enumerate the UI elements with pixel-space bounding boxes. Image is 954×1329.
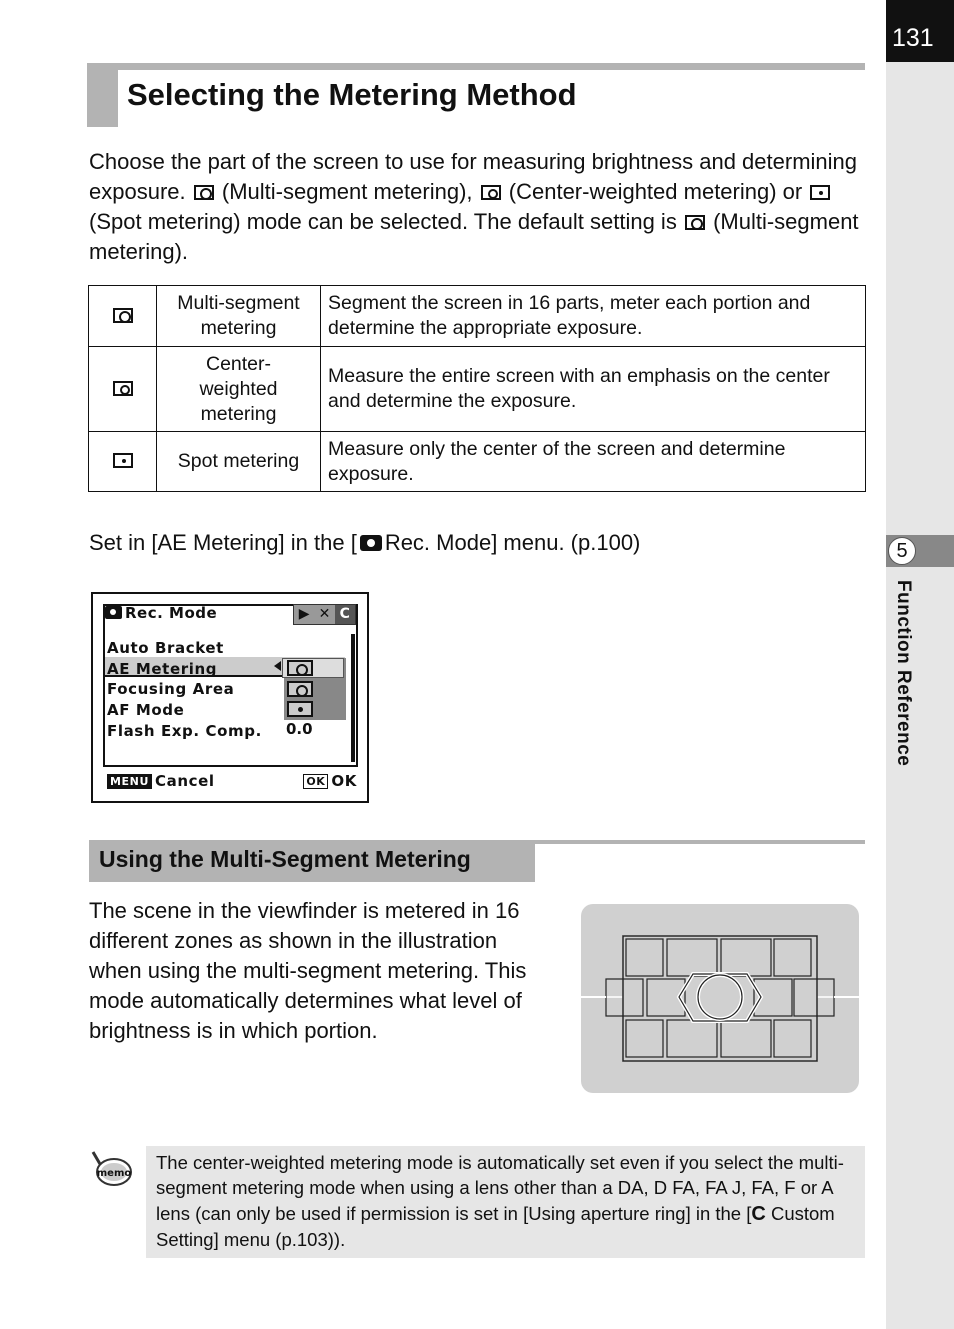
menu-tab[interactable] [105,604,217,622]
memo-text-2: Custom Setting] menu (p.103)). [156,1202,835,1250]
menu-item-af-mode[interactable]: AF Mode [107,701,185,720]
menu-tab-label: Rec. Mode [125,604,218,622]
ok-key: OK [303,774,328,789]
intro-text-4: (Spot metering) mode can be selected. The default setting is [89,209,677,234]
table-row [89,286,866,347]
custom-setting-icon: C [751,1202,766,1225]
table-desc-cell: Measure only the center of the screen and determine exposure. [321,432,866,492]
page-number: 131 [886,0,954,62]
set-in-text-2: Rec. Mode] menu. (p.100) [384,530,641,555]
table-desc-cell: Measure the entire screen with an emphasis on the center and determine the exposure. [321,347,866,432]
spot-icon[interactable] [287,701,313,717]
menu-key[interactable]: MENU [107,774,152,789]
subsection-title: Using the Multi-Segment Metering [99,846,471,872]
menu-item-auto-bracket[interactable]: Auto Bracket [107,639,224,657]
center-weighted-icon [481,185,501,200]
setup-icon[interactable]: ✕ [318,606,331,622]
multi-segment-icon [113,308,133,323]
center-weighted-icon [113,381,133,396]
viewfinder-illustration [581,904,859,1093]
multi-segment-icon [194,185,214,200]
menu-item-ae-metering[interactable]: AE Metering [107,659,218,678]
cancel-label[interactable]: Cancel [155,772,215,790]
page-title: Selecting the Metering Method [127,77,577,112]
spot-icon [810,185,830,200]
ok-control[interactable] [303,772,357,790]
spot-icon [113,453,133,468]
memo-icon-text: memo [96,1168,132,1179]
metering-table [88,285,866,492]
chapter-label: Function Reference [893,580,914,767]
scrollbar[interactable] [351,634,355,762]
memo-icon-graphic [90,1150,134,1190]
subsection-paragraph: The scene in the viewfinder is metered in 16 different zones as shown in the illustration when using the multi-segment metering. This mode automatically determines what level of brightness is in which portion. [89,898,527,1043]
intro-text-2: (Multi-segment metering), [221,179,473,204]
menu-item-focusing-area[interactable]: Focusing Area [107,680,235,699]
table-row [89,347,866,432]
table-icon-cell [89,432,157,492]
memo-icon [90,1150,134,1190]
flash-exp-value: 0.0 [286,720,313,738]
intro-paragraph [89,147,869,267]
menu-tab-icons [293,604,356,625]
multi-segment-icon [685,215,705,230]
set-in-instruction [89,530,640,556]
center-weighted-icon[interactable] [287,681,313,697]
camera-icon [105,606,122,619]
table-icon-cell [89,347,157,432]
camera-icon [360,535,382,551]
chapter-number: 5 [888,537,916,565]
ok-label: OK [331,772,357,790]
menu-list [107,638,262,741]
subsection-header [89,840,865,882]
title-bar [87,63,865,127]
table-icon-cell [89,286,157,347]
menu-footer [107,772,357,790]
table-name-cell: Multi-segment metering [157,286,321,347]
intro-text-5: (Multi-segment metering). [89,209,859,264]
set-in-text-1: Set in [AE Metering] in the [ [89,530,357,555]
camera-menu-screen [91,592,369,803]
table-row [89,432,866,492]
title-block [87,63,118,127]
memo-note [146,1146,865,1258]
memo-text-1: The center-weighted metering mode is automatically set even if you select the multi-segment metering mode when using a lens other than a DA, D FA, FA J, FA, F or A lens (can only be used if permission is set in [Using aperture ring] in the [ [156,1152,844,1224]
multi-segment-icon[interactable] [287,660,313,676]
intro-text-1: Choose the part of the screen to use for measuring brightness and determining exposure. [89,149,858,204]
arrow-left-icon [274,661,281,671]
playback-icon[interactable]: ▶ [298,606,310,622]
metering-zones-diagram [581,904,859,1093]
title-rule [87,63,865,70]
table-name-cell: Spot metering [157,432,321,492]
table-name-cell: Center-weighted metering [157,347,321,432]
menu-item-flash-exp-comp[interactable]: Flash Exp. Comp. [107,721,262,740]
custom-icon[interactable]: C [335,605,355,624]
intro-text-3: (Center-weighted metering) or [508,179,803,204]
table-desc-cell: Segment the screen in 16 parts, meter each portion and determine the appropriate exposure. [321,286,866,347]
